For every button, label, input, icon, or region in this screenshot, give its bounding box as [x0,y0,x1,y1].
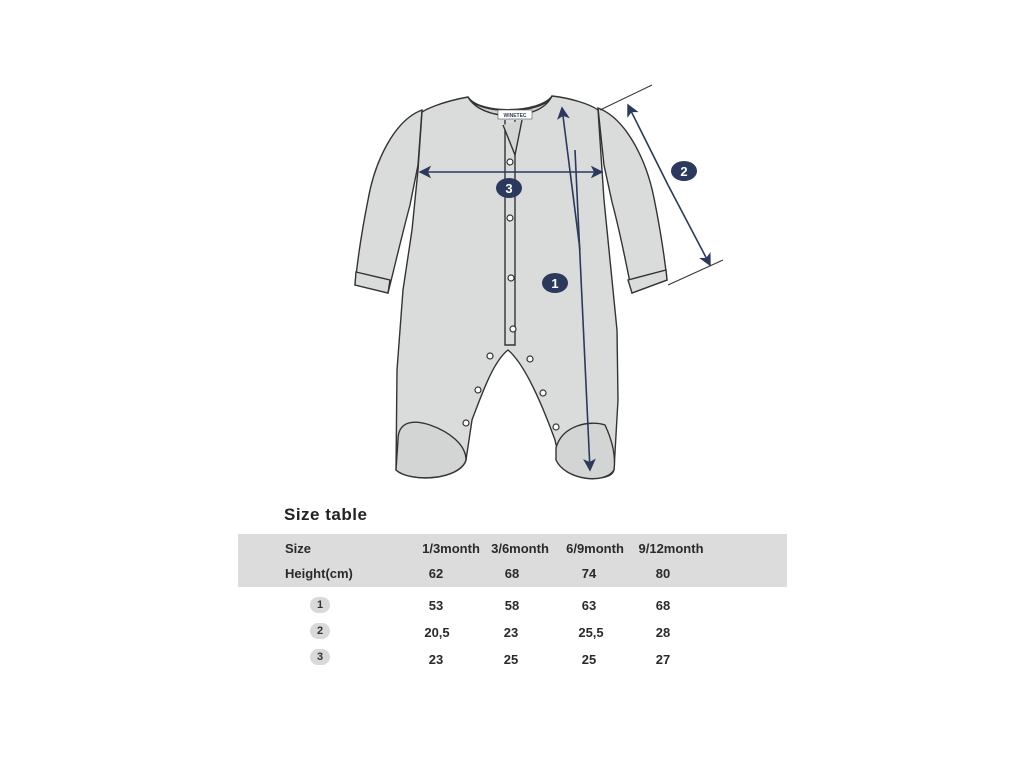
table-cell: 28 [655,625,671,640]
table-cell: 68 [655,598,671,613]
size-table-title: Size table [284,505,368,524]
snap-button [475,387,481,393]
table-cell: 25 [503,652,519,667]
height-col-1: 62 [428,566,444,581]
table-cell: 20,5 [424,625,450,640]
height-col-2: 68 [504,566,520,581]
marker-3 [496,178,522,198]
row-2-marker: 2 [310,623,330,639]
table-cell: 25,5 [578,625,604,640]
size-col-4: 9/12month [638,541,704,556]
snap-button [527,356,533,362]
marker-1 [542,273,568,293]
marker-3-label: 3 [505,181,513,196]
torso [396,96,618,478]
row-1-marker: 1 [310,597,330,613]
table-cell: 25 [581,652,597,667]
marker-2 [671,161,697,181]
snap-button [463,420,469,426]
table-cell: 23 [428,652,444,667]
row-3-marker: 3 [310,649,330,665]
table-cell: 53 [428,598,444,613]
size-label: Size [285,541,312,556]
snap-button [540,390,546,396]
arrow-sleeve [668,185,710,265]
table-cell: 27 [655,652,671,667]
onesie-illustration [355,96,667,479]
marker-1-label: 1 [551,276,559,291]
snap-button [507,159,513,165]
table-cell: 63 [581,598,597,613]
size-col-3: 6/9month [566,541,624,556]
table-cell: 58 [504,598,520,613]
snap-button [507,215,513,221]
height-col-4: 80 [655,566,671,581]
snap-button [508,275,514,281]
snap-button [553,424,559,430]
snap-button [487,353,493,359]
height-col-3: 74 [581,566,597,581]
table-cell: 23 [503,625,519,640]
snap-button [510,326,516,332]
size-col-2: 3/6month [491,541,549,556]
size-col-1: 1/3month [422,541,480,556]
brand-tag: WINETEC [503,113,527,119]
marker-2-label: 2 [680,164,688,179]
height-label: Height(cm) [285,566,353,581]
